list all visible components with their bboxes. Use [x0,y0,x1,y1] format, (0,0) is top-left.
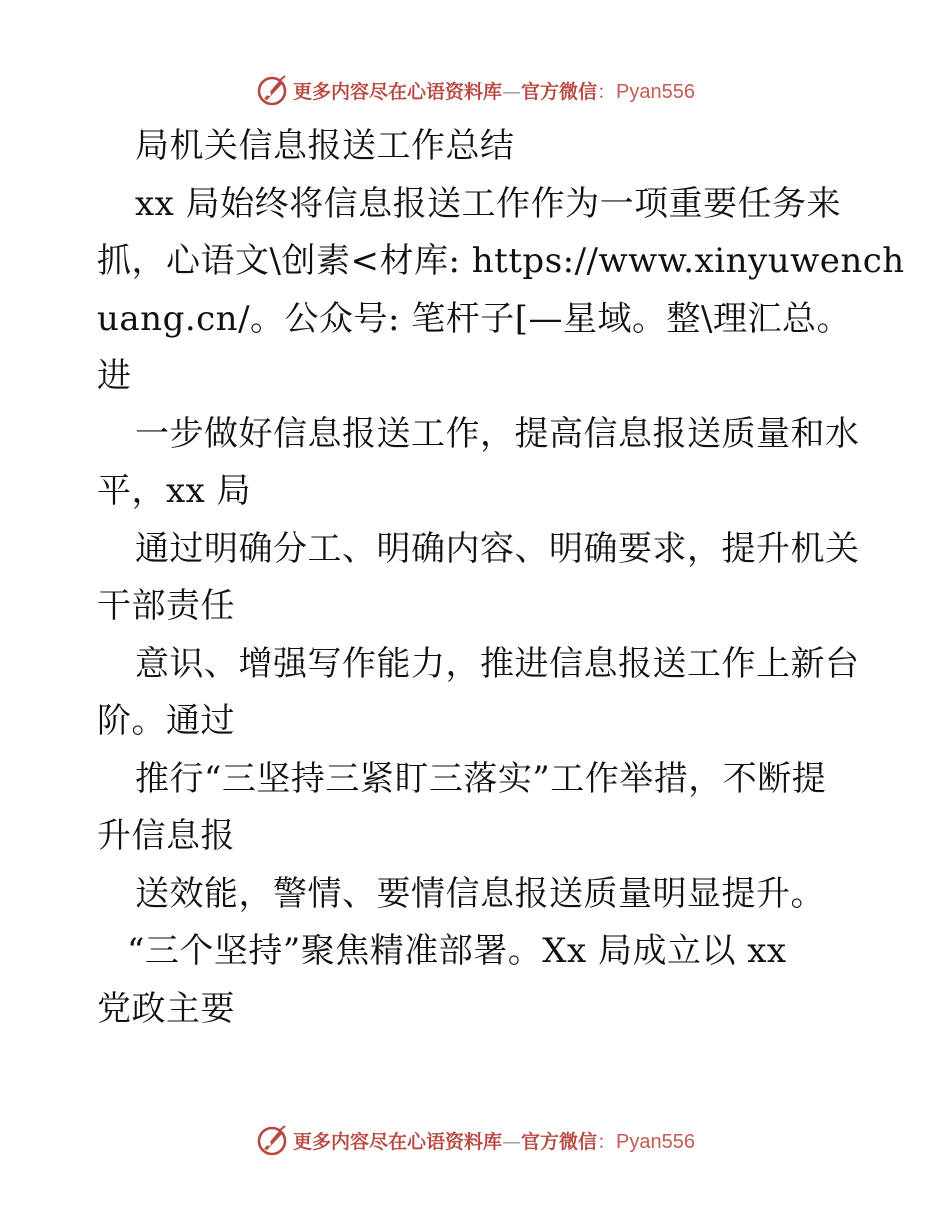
banner-main-text: 更多内容尽在心语资料库 [292,1130,502,1153]
banner-wechat-label: 官方微信 [521,1130,598,1153]
banner-dash: — [502,80,521,103]
paragraph-line: 意识、增强写作能力，推进信息报送工作上新台 [135,643,860,684]
paragraph-line: “三个坚持”聚焦精准部署。Xx 局成立以 xx [127,931,787,971]
paragraph-line: 通过明确分工、明确内容、明确要求，提升机关 [135,528,860,569]
banner-wechat-label: 官方微信 [521,80,598,103]
banner-colon: ： [597,1130,617,1153]
paragraph-line: 一步做好信息报送工作，提高信息报送质量和水 [135,413,860,454]
banner-wechat-handle: Pyan556 [616,1130,695,1153]
banner-main-text: 更多内容尽在心语资料库 [292,80,502,103]
banner-dash: — [502,1130,521,1153]
paragraph-line: 抓，心语文\创素<材库: https://www.xinyuwench [97,241,905,281]
paragraph-line: 干部责任 [97,586,235,626]
paragraph-line: 平，xx 局 [97,471,252,511]
paragraph-line: 送效能，警情、要情信息报送质量明显提升。 [135,873,825,914]
paragraph-line: 阶。通过 [97,701,235,741]
banner-wechat-handle: Pyan556 [616,80,695,103]
banner-text [293,77,695,104]
footer-banner [0,1120,950,1160]
paragraph-line: 进 [97,356,132,396]
paragraph-line: xx 局始终将信息报送工作作为一项重要任务来 [135,183,842,224]
document-title: 局机关信息报送工作总结 [135,126,515,166]
quill-pen-logo-icon [255,1123,289,1157]
document-body [97,118,905,1038]
paragraph-line: 升信息报 [97,816,235,856]
banner-text [293,1127,695,1154]
paragraph-line: 推行“三坚持三紧盯三落实”工作举措，不断提 [135,758,827,799]
banner-colon: ： [597,80,617,103]
paragraph-line: 党政主要 [97,988,235,1029]
quill-pen-logo-icon [255,73,289,107]
header-banner [0,70,950,110]
paragraph-line: uang.cn/。公众号: 笔杆子[—星域。整\理汇总。 [97,298,852,339]
